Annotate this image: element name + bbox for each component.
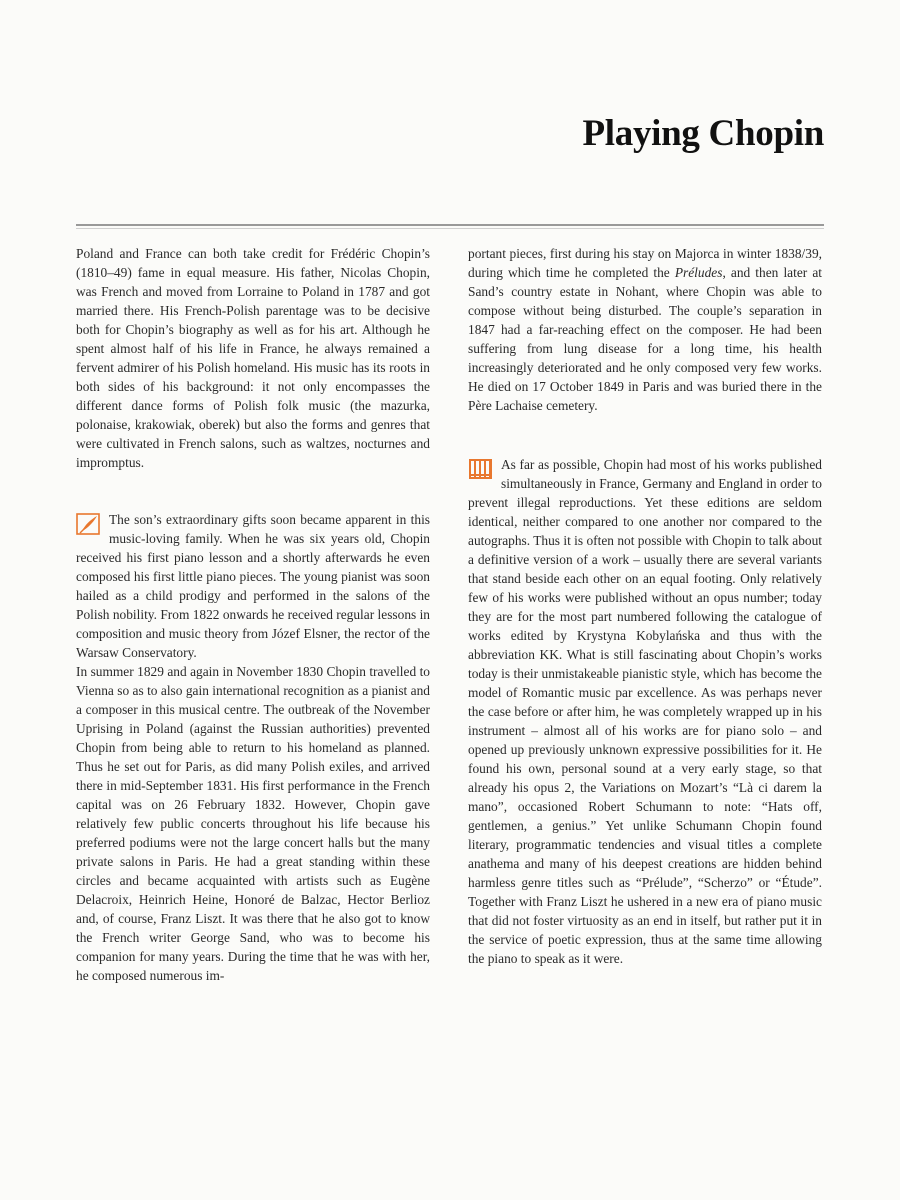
right-column bbox=[468, 244, 822, 968]
quill-icon bbox=[76, 512, 102, 536]
paragraph-intro: Poland and France can both take credit for Frédéric Chopin’s (1810–49) fame in equal measure. His father, Nicolas Chopin, was French and moved from Lorraine to Poland in 1787 and got married there. His French-Polish parentage was to be decisive both for Chopin’s biography as well as for his art. Although he spent almost half of his life in France, he always remained a fervent admirer of his Polish homeland. His music has its roots in both sides of his background: it not only encompasses the different dance forms of Polish folk music (the mazurka, polonaise, krakowiak, oberek) but also the forms and genres that were cultivated in French salons, such as waltzes, nocturnes and impromptus. bbox=[76, 246, 430, 470]
paragraph-early-years-text: The son’s extraordinary gifts soon became apparent in this music-loving family. When he was six years old, Chopin received his first piano lesson and a shortly afterwards he even composed his first little piano pieces. The young pianist was soon hailed as a child prodigy and performed in the salons of the Polish nobility. From 1822 onwards he received regular lessons in composition and music theory from Józef Elsner, the rector of the Warsaw Conservatory. bbox=[76, 512, 430, 660]
piano-keys-icon bbox=[468, 457, 494, 481]
paragraph-majorca-text-end: , and then later at Sand’s country estate in Nohant, where Chopin was able to compose without being disturbed. The couple’s separation in 1847 had a far-reaching effect on the composer. He had been suffering from lung disease for a long time, his health increasingly deteriorated and he only composed very few works. He died on 17 October 1849 in Paris and was buried there in the Père Lachaise cemetery. bbox=[468, 265, 823, 413]
title-divider bbox=[76, 224, 824, 226]
page-title: Playing Chopin bbox=[582, 113, 824, 154]
paragraph-vienna-paris: In summer 1829 and again in November 1830 Chopin travelled to Vienna so as to also gain international recognition as a pianist and a composer in this musical centre. The outbreak of the November Uprising in Poland (against the Russian authorities) prevented Chopin from being able to return to his homeland as planned. Thus he set out for Paris, as did many Polish exiles, and arrived there in mid-September 1831. His first performance in the French capital was on 26 February 1832. However, Chopin gave relatively few public concerts throughout his life because his preferred podiums were not the large concert halls but the many private salons in Paris. He had a great standing within these circles and became acquainted with artists such as Eugène Delacroix, Heinrich Heine, Honoré de Balzac, Hector Berlioz and, of course, Franz Liszt. It was there that he also got to know the French writer George Sand, who was to become his companion for many years. During the time that he was with her, he composed numerous im- bbox=[76, 664, 430, 983]
paragraph-editions-text: As far as possible, Chopin had most of his works published simultaneously in France, Germany and England in order to prevent illegal reproductions. Yet these editions are seldom identical, neither compared to one another nor compared to the autographs. Thus it is often not possible with Chopin to talk about a definitive version of a work – usually there are several variants that stand beside each other on an equal footing. Only relatively few of his works were published without an opus number; today they are for the most part numbered following the catalogue of works edited by Krystyna Kobylańska and thus with the abbreviation KK. What is still fascinating about Chopin’s works today is their unmistakeable pianistic style, which has become the model of Romantic music par excellence. As was perhaps never the case before or after him, he was completely wrapped up in his instrument – almost all of his works are for piano solo – and opened up previously unknown expressive possibilities for it. He found his own, personal sound at a very early stage, so that already his opus 2, the Variations on Mozart’s “Là ci darem la mano”, occasioned Robert Schumann to note: “Hats off, gentlemen, a genius.” Yet unlike Schumann Chopin found literary, programmatic tendencies and visual titles a complete anathema and many of his deepest creations are hidden behind harmless genre titles such as “Prélude”, “Scherzo” or “Étude”. Together with Franz Liszt he ushered in a new era of piano music that did not foster virtuosity as an end in itself, but rather put it in the service of poetic expression, thus at the same time allowing the piano to speak as it were. bbox=[468, 457, 822, 966]
paragraph-early-years bbox=[76, 510, 430, 662]
paragraph-majorca bbox=[468, 244, 822, 415]
paragraph-editions bbox=[468, 455, 822, 968]
preludes-title: Préludes bbox=[674, 265, 723, 280]
paragraph-majorca-text: portant pieces, first during his stay on Majorca in winter 1838/39, during which time he completed the bbox=[468, 246, 822, 280]
left-column bbox=[76, 244, 430, 985]
